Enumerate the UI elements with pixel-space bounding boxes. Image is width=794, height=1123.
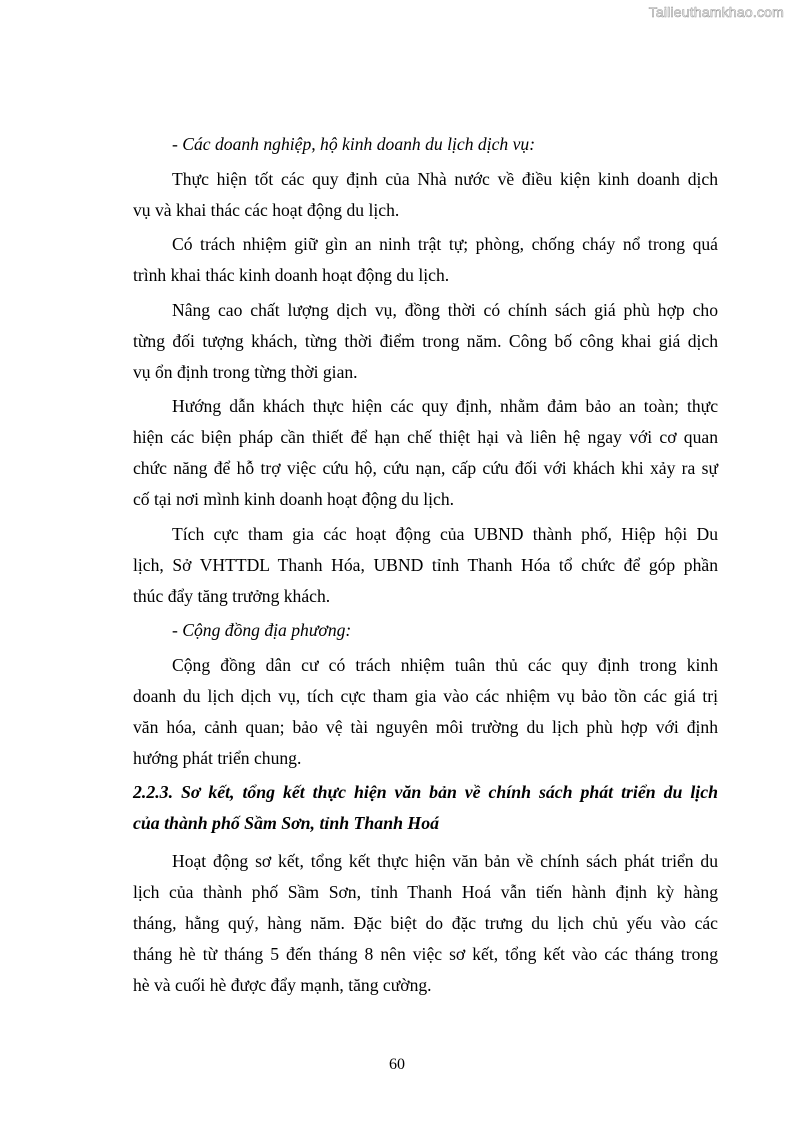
text-line: hiện các biện pháp cần thiết để hạn chế thiệt hại và liên hệ ngay với cơ quan — [133, 427, 718, 447]
text-line: Hoạt động sơ kết, tổng kết thực hiện văn bản về chính sách phát triển du — [172, 851, 718, 871]
text-line: hè và cuối hè được đẩy mạnh, tăng cường. — [133, 975, 432, 995]
subheading — [133, 615, 718, 646]
text-line: cố tại nơi mình kinh doanh hoạt động du lịch. — [133, 489, 455, 509]
text-line: tháng, hằng quý, hàng năm. Đặc biệt do đặc trưng du lịch chủ yếu vào các — [133, 913, 718, 933]
paragraph — [133, 295, 718, 388]
text-line: - Các doanh nghiệp, hộ kinh doanh du lịch dịch vụ: — [172, 134, 536, 154]
text-line: trình khai thác kinh doanh hoạt động du lịch. — [133, 265, 450, 285]
watermark: Tailieuthamkhao.com — [648, 4, 784, 20]
document-body — [133, 129, 718, 1005]
section-heading — [133, 777, 718, 839]
paragraph — [133, 846, 718, 1001]
text-line: 2.2.3. Sơ kết, tổng kết thực hiện văn bản về chính sách phát triển du lịch — [133, 782, 718, 802]
subheading — [133, 129, 718, 160]
text-line: Tích cực tham gia các hoạt động của UBND thành phố, Hiệp hội Du — [172, 523, 718, 544]
text-line: văn hóa, cảnh quan; bảo vệ tài nguyên môi trường du lịch phù hợp với định — [133, 716, 718, 737]
text-line: chức năng để hỗ trợ việc cứu hộ, cứu nạn, cấp cứu đối với khách khi xảy ra sự — [133, 458, 718, 478]
paragraph — [133, 391, 718, 515]
text-line: doanh du lịch dịch vụ, tích cực tham gia vào các nhiệm vụ bảo tồn các giá trị — [133, 685, 718, 706]
text-line: của thành phố Sầm Sơn, tỉnh Thanh Hoá — [133, 813, 440, 833]
text-line: - Cộng đồng địa phương: — [172, 620, 352, 640]
paragraph — [133, 229, 718, 291]
text-line: thúc đẩy tăng trưởng khách. — [133, 585, 331, 606]
paragraph — [133, 164, 718, 226]
text-line: lịch của thành phố Sầm Sơn, tỉnh Thanh Hoá vẫn tiến hành định kỳ hàng — [133, 882, 718, 902]
paragraph — [133, 650, 718, 774]
text-line: tháng hè từ tháng 5 đến tháng 8 nên việc sơ kết, tổng kết vào các tháng trong — [133, 944, 718, 964]
page-number: 60 — [389, 1056, 405, 1073]
text-line: lịch, Sở VHTTDL Thanh Hóa, UBND tỉnh Thanh Hóa tổ chức để góp phần — [133, 554, 718, 575]
text-line: Hướng dẫn khách thực hiện các quy định, nhằm đảm bảo an toàn; thực — [172, 396, 718, 416]
text-line: Nâng cao chất lượng dịch vụ, đồng thời có chính sách giá phù hợp cho — [172, 299, 718, 320]
paragraph — [133, 519, 718, 612]
text-line: Thực hiện tốt các quy định của Nhà nước về điều kiện kinh doanh dịch — [172, 168, 718, 189]
text-line: vụ ổn định trong từng thời gian. — [133, 361, 358, 382]
text-line: Có trách nhiệm giữ gìn an ninh trật tự; phòng, chống cháy nổ trong quá — [172, 234, 718, 254]
text-line: Cộng đồng dân cư có trách nhiệm tuân thủ các quy định trong kinh — [172, 654, 718, 675]
text-line: vụ và khai thác các hoạt động du lịch. — [133, 199, 400, 220]
text-line: từng đối tượng khách, từng thời điểm trong năm. Công bố công khai giá dịch — [133, 330, 718, 351]
text-line: hướng phát triển chung. — [133, 747, 302, 768]
